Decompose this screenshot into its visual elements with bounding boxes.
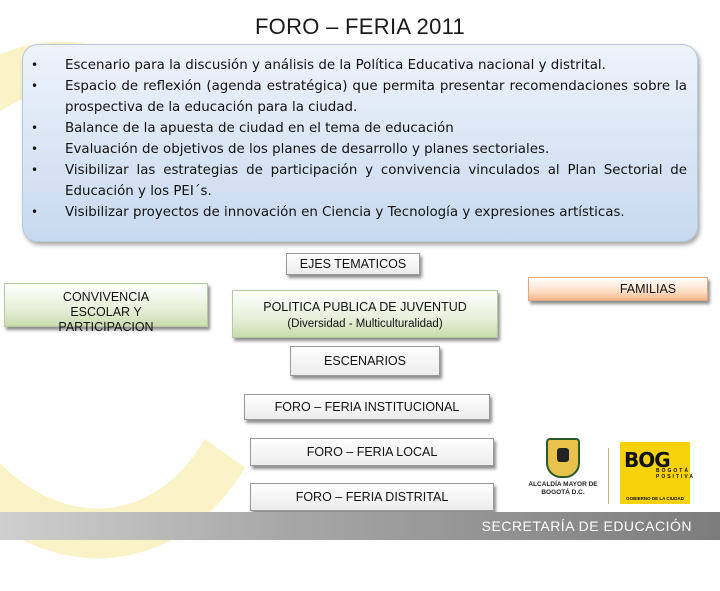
ejes-tematicos-box: EJES TEMATICOS [286,253,420,275]
bog-tagline: BOGOTÁ POSITIVA [656,468,695,480]
foro-local-box: FORO – FERIA LOCAL [250,438,494,466]
bog-wordmark: BOG [624,448,670,472]
bullet-item: • Balance de la apuesta de ciudad en el tema de educación [65,118,687,139]
alcaldia-caption: ALCALDÍA MAYOR DE BOGOTÁ D.C. [528,481,598,496]
bog-footer-caption: GOBIERNO DE LA CIUDAD [626,496,684,501]
convivencia-box: CONVIVENCIA ESCOLAR Y PARTICIPACION [4,283,208,327]
slide-title: FORO – FERIA 2011 [254,14,466,39]
bullet-item: • Espacio de reflexión (agenda estratégica) que permita presentar recomendaciones sobre la prospectiva de la educación para la ciudad. [65,76,687,118]
bullet-item: • Evaluación de objetivos de los planes de desarrollo y planes sectoriales. [65,139,687,160]
footer-bar [0,512,720,540]
logo-divider [608,448,609,504]
politica-juventud-subtitle: (Diversidad - Multiculturalidad) [287,318,443,330]
institutional-logos [516,438,706,508]
bullet-item: • Escenario para la discusión y análisis de la Política Educativa nacional y distrital. [65,55,687,76]
objectives-list [23,45,697,223]
bullet-item: • Visibilizar proyectos de innovación en Ciencia y Tecnología y expresiones artísticas. [65,202,687,223]
coat-of-arms-icon [546,438,580,478]
politica-juventud-title: POLITICA PUBLICA DE JUVENTUD [263,300,467,314]
politica-juventud-box [232,290,498,338]
foro-distrital-box: FORO – FERIA DISTRITAL [250,483,494,511]
alcaldia-logo [528,438,598,508]
footer-label: SECRETARÍA DE EDUCACIÓN [481,518,692,534]
escenarios-box: ESCENARIOS [290,346,440,376]
bullet-item: • Visibilizar las estrategias de participación y convivencia vinculados al Plan Sectorial de Educación y los PEI´s. [65,160,687,202]
bogota-positiva-logo [620,442,695,504]
foro-institucional-box: FORO – FERIA INSTITUCIONAL [244,394,490,420]
familias-box: FAMILIAS [528,277,708,301]
objectives-panel [22,44,698,242]
